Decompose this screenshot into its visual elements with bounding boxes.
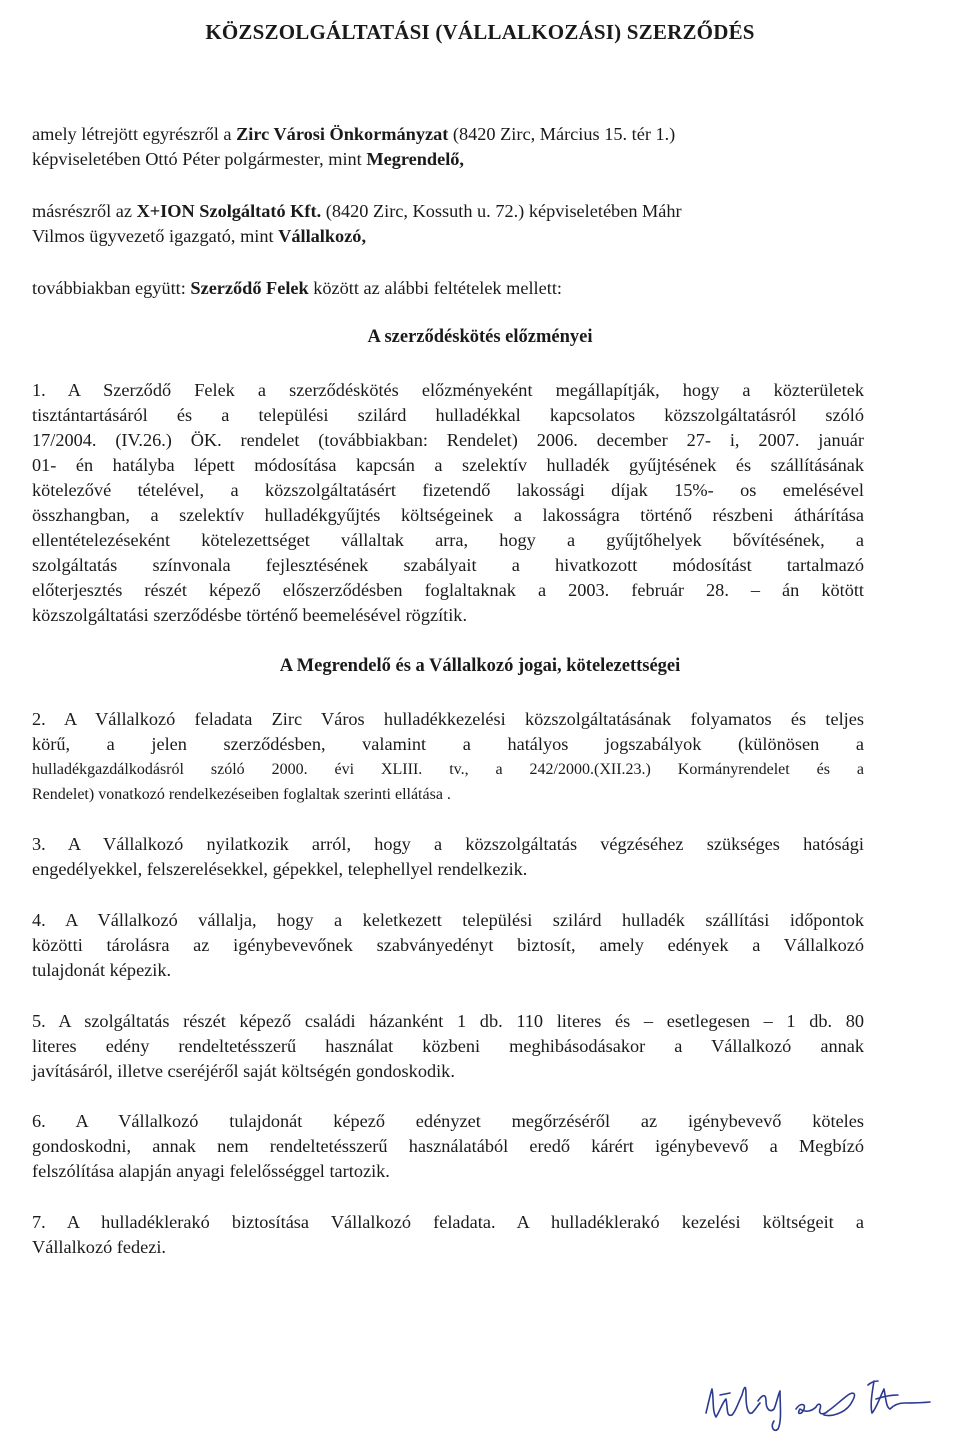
clause-line: 1. A Szerződő Felek a szerződéskötés előzményeként megállapítják, hogy a közterületek (32, 380, 864, 400)
clause-line: javításáról, illetve cseréjéről saját költségén gondoskodik. (32, 1061, 455, 1081)
clause-line: kötelezővé tételével, a közszolgáltatásért fizetendő lakossági díjak 15%- os emelésével (32, 480, 864, 500)
clause-line: 3. A Vállalkozó nyilatkozik arról, hogy a közszolgáltatás végzéséhez szükséges hatósági (32, 834, 864, 854)
clause-line: engedélyekkel, felszerelésekkel, gépekkel, telephellyel rendelkezik. (32, 859, 528, 879)
clause-line: 17/2004. (IV.26.) ÖK. rendelet (továbbiakban: Rendelet) 2006. december 27- i, 2007. január (32, 430, 864, 450)
intro-party-1 (32, 122, 864, 172)
intro-line: amely létrejött egyrészről a Zirc Városi Önkormányzat (8420 Zirc, Március 15. tér 1.) (32, 124, 676, 144)
document-title: KÖZSZOLGÁLTATÁSI (VÁLLALKOZÁSI) SZERZŐDÉS (205, 20, 755, 44)
clause-4 (32, 908, 864, 983)
intro-line: másrészről az X+ION Szolgáltató Kft. (8420 Zirc, Kossuth u. 72.) képviseletében Máhr (32, 201, 682, 221)
clause-line: 01- én hatályba lépett módosítása kapcsán a szelektív hulladék gyűjtésének és szállításának (32, 455, 864, 475)
clause-line: 7. A hulladéklerakó biztosítása Vállalkozó feladata. A hulladéklerakó kezelési költségeit a (32, 1212, 864, 1232)
clause-line: literes edény rendeltetésszerű használat közbeni meghibásodásakor a Vállalkozó annak (32, 1036, 864, 1056)
handwritten-signature (700, 1365, 935, 1435)
clause-line: 6. A Vállalkozó tulajdonát képező edényzet megőrzéséről az igénybevevő köteles (32, 1111, 864, 1131)
clause-line: körű, a jelen szerződésben, valamint a hatályos jogszabályok (különösen a (32, 734, 864, 754)
clause-line: felszólítása alapján anyagi felelősséggel tartozik. (32, 1161, 390, 1181)
clause-5 (32, 1009, 864, 1084)
clause-line: szolgáltatás színvonala fejlesztésének szabályait a hivatkozott módosítást tartalmazó (32, 555, 864, 575)
clause-3 (32, 832, 864, 882)
section-heading-rights: A Megrendelő és a Vállalkozó jogai, kötelezettségei (279, 656, 681, 676)
intro-parties (32, 276, 864, 301)
clause-1 (32, 378, 864, 628)
clause-line: tisztántartásáról és a települési szilárd hulladékkal kapcsolatos közszolgáltatásról szóló (32, 405, 864, 425)
clause-line: 5. A szolgáltatás részét képező családi házanként 1 db. 110 literes és – esetlegesen – 1 db. 80 (32, 1011, 864, 1031)
clause-line: közszolgáltatási szerződésbe történő beemelésével rögzítik. (32, 605, 468, 625)
clause-line: tulajdonát képezik. (32, 960, 172, 980)
intro-line: képviseletében Ottó Péter polgármester, mint Megrendelő, (32, 149, 464, 169)
clause-line: Vállalkozó fedezi. (32, 1237, 166, 1257)
section-heading-antecedents: A szerződéskötés előzményei (367, 327, 593, 347)
clause-2 (32, 707, 864, 807)
clause-6 (32, 1109, 864, 1184)
clause-line: hulladékgazdálkodásról szóló 2000. évi XLIII. tv., a 242/2000.(XII.23.) Kormányrendelet és a (32, 761, 864, 778)
clause-line: közötti tárolásra az igénybevevőnek szabványedényt biztosít, amely edények a Vállalkozó (32, 935, 864, 955)
clause-7 (32, 1210, 864, 1260)
intro-line: továbbiakban együtt: Szerződő Felek között az alábbi feltételek mellett: (32, 278, 562, 298)
clause-line: összhangban, a szelektív hulladékgyűjtés költségeinek a lakosságra történő részbeni áthárítása (32, 505, 864, 525)
clause-line: előterjesztés részét képező előszerződésben foglaltaknak a 2003. február 28. – án kötött (32, 580, 864, 600)
intro-party-2 (32, 199, 864, 249)
clause-line: 2. A Vállalkozó feladata Zirc Város hulladékkezelési közszolgáltatásának folyamatos és teljes (32, 709, 864, 729)
clause-line: 4. A Vállalkozó vállalja, hogy a keletkezett települési szilárd hulladék szállítási időpontok (32, 910, 864, 930)
clause-line: gondoskodni, annak nem rendeltetésszerű használatából eredő kárért igénybevevő a Megbízó (32, 1136, 864, 1156)
intro-line: Vilmos ügyvezető igazgató, mint Vállalkozó, (32, 226, 367, 246)
clause-line: Rendelet) vonatkozó rendelkezéseiben foglaltak szerinti ellátása . (32, 786, 451, 803)
clause-line: ellentételezéseként kötelezettséget vállaltak arra, hogy a gyűjtőhelyek bővítésének, a (32, 530, 864, 550)
